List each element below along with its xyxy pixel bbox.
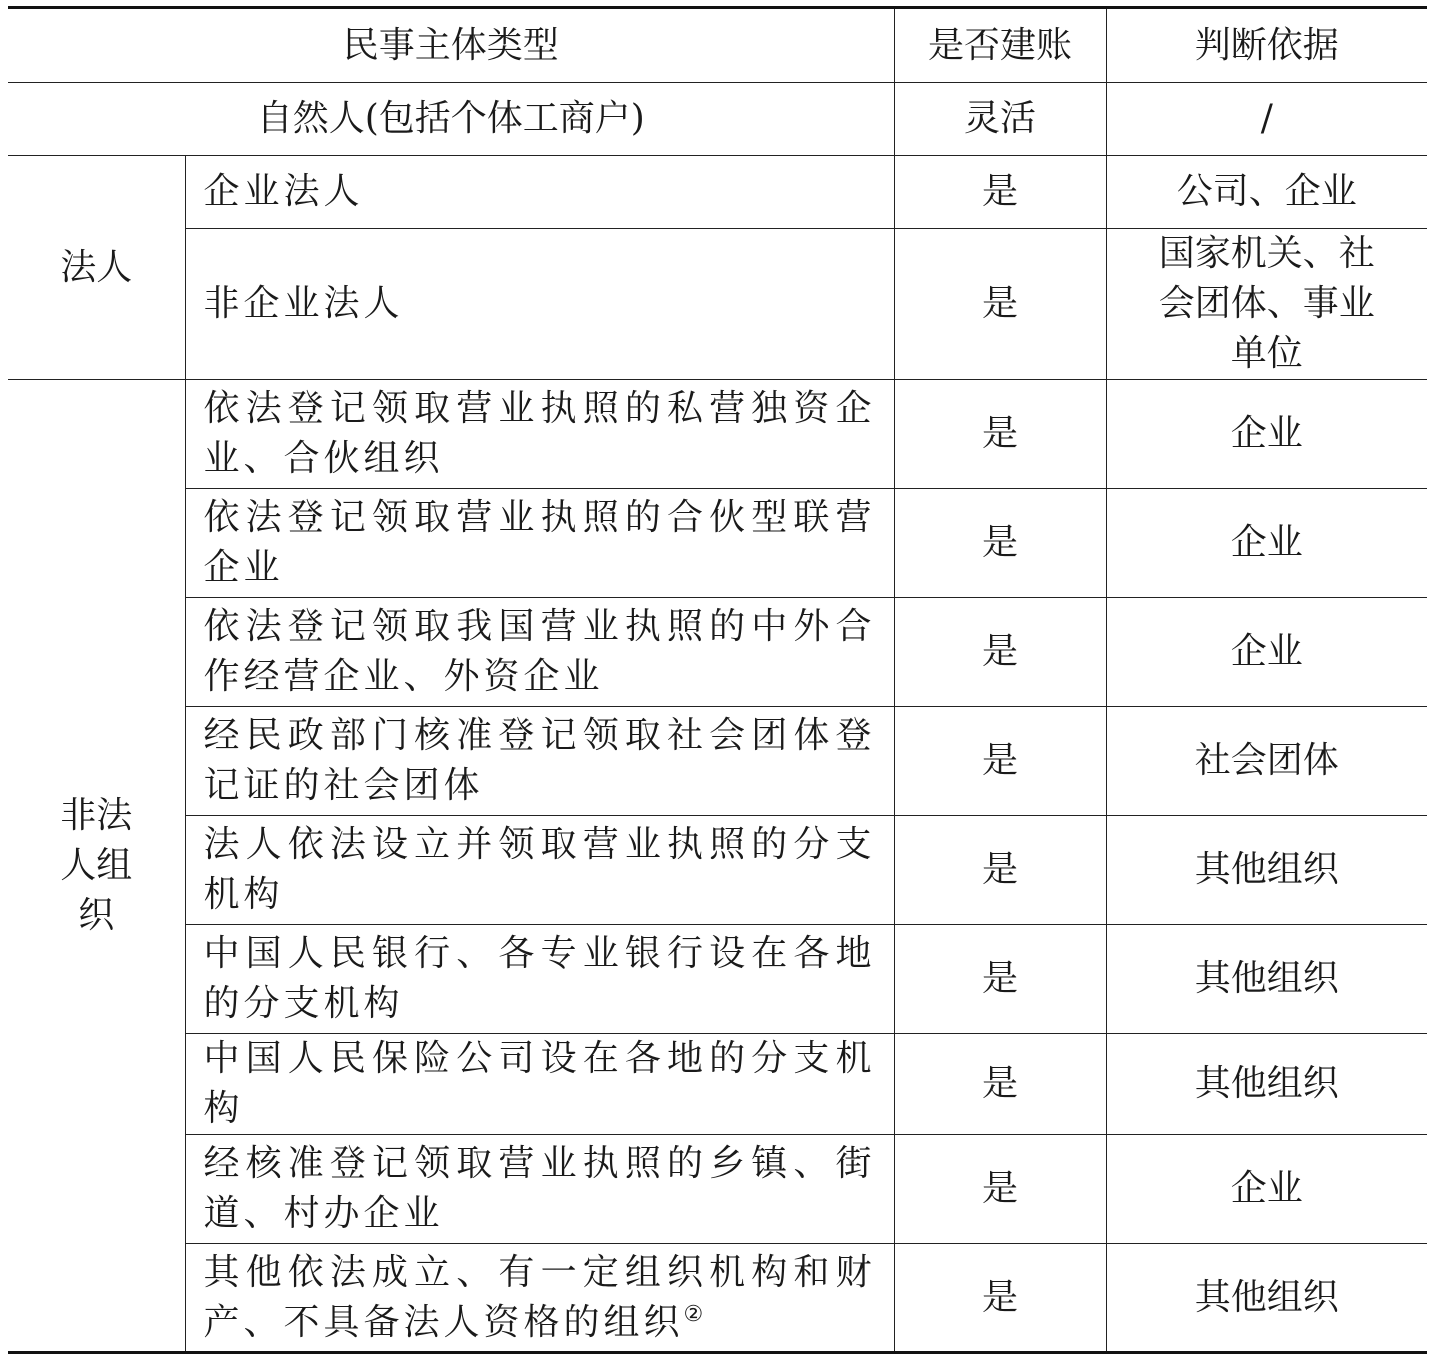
basis-cell: 其他组织: [1106, 1034, 1427, 1135]
account-cell: 是: [894, 1244, 1106, 1353]
table-row: [8, 1034, 1427, 1135]
table-row: [8, 925, 1427, 1034]
entity-type-cell: 中国人民保险公司设在各地的分支机构: [185, 1034, 894, 1135]
basis-cell: 其他组织: [1106, 816, 1427, 925]
entity-type-cell: 依法登记领取营业执照的私营独资企业、合伙组织: [185, 380, 894, 489]
basis-cell: 企业: [1106, 380, 1427, 489]
table-row: [8, 156, 1427, 229]
basis-cell: 公司、企业: [1106, 156, 1427, 229]
header-basis: 判断依据: [1106, 8, 1427, 83]
entity-type-cell: 非企业法人: [185, 229, 894, 380]
account-cell: 是: [894, 816, 1106, 925]
entity-type-cell: 企业法人: [185, 156, 894, 229]
entity-type-cell: 依法登记领取营业执照的合伙型联营企业: [185, 489, 894, 598]
basis-cell: 其他组织: [1106, 925, 1427, 1034]
natural-person-type: 自然人(包括个体工商户): [8, 83, 894, 156]
entity-type-text: 其他依法成立、有一定组织机构和财产、不具备法人资格的组织: [203, 1251, 876, 1343]
entity-type-table: [8, 6, 1427, 1354]
table-row: [8, 380, 1427, 489]
basis-cell: 企业: [1106, 489, 1427, 598]
account-cell: 是: [894, 1135, 1106, 1244]
account-cell: 是: [894, 925, 1106, 1034]
header-account: 是否建账: [894, 8, 1106, 83]
table-row: [8, 1244, 1427, 1353]
table-row: [8, 816, 1427, 925]
table-row: [8, 598, 1427, 707]
table-row: [8, 83, 1427, 156]
group-label-legal-person: 法人: [8, 156, 185, 380]
basis-cell: 企业: [1106, 598, 1427, 707]
entity-type-cell: [185, 1244, 894, 1353]
header-row: [8, 8, 1427, 83]
footnote-marker: ②: [683, 1301, 708, 1327]
entity-type-cell: 经核准登记领取营业执照的乡镇、街道、村办企业: [185, 1135, 894, 1244]
entity-type-cell: 依法登记领取我国营业执照的中外合作经营企业、外资企业: [185, 598, 894, 707]
header-type: 民事主体类型: [8, 8, 894, 83]
group-label-non-legal-org: 非法人组织: [8, 380, 185, 1353]
natural-person-account: 灵活: [894, 83, 1106, 156]
natural-person-basis: /: [1106, 83, 1427, 156]
account-cell: 是: [894, 707, 1106, 816]
table-row: [8, 489, 1427, 598]
table-row: [8, 229, 1427, 380]
entity-type-cell: 法人依法设立并领取营业执照的分支机构: [185, 816, 894, 925]
account-cell: 是: [894, 380, 1106, 489]
account-cell: 是: [894, 1034, 1106, 1135]
table-row: [8, 1135, 1427, 1244]
account-cell: 是: [894, 598, 1106, 707]
account-cell: 是: [894, 229, 1106, 380]
table-row: [8, 707, 1427, 816]
basis-cell: 其他组织: [1106, 1244, 1427, 1353]
entity-type-cell: 中国人民银行、各专业银行设在各地的分支机构: [185, 925, 894, 1034]
basis-cell: 国家机关、社会团体、事业单位: [1106, 229, 1427, 380]
account-cell: 是: [894, 156, 1106, 229]
account-cell: 是: [894, 489, 1106, 598]
basis-cell: 社会团体: [1106, 707, 1427, 816]
entity-type-cell: 经民政部门核准登记领取社会团体登记证的社会团体: [185, 707, 894, 816]
basis-cell: 企业: [1106, 1135, 1427, 1244]
